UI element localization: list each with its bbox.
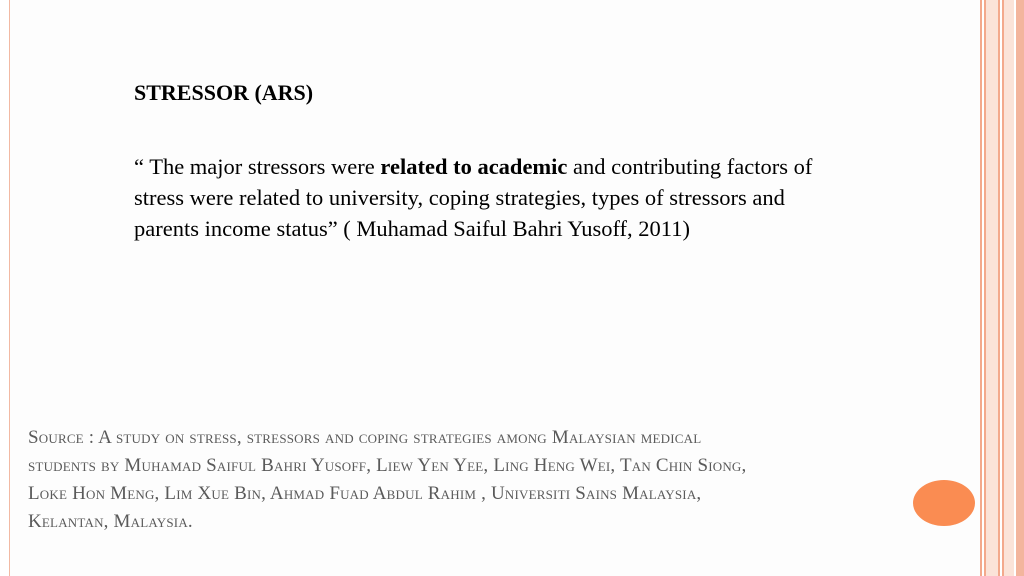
quote-paragraph [134, 151, 824, 244]
decorative-circle [913, 480, 975, 526]
slide-title: STRESSOR (ARS) [134, 80, 314, 105]
right-decorative-border [980, 0, 1024, 576]
border-stripe [984, 0, 1000, 576]
source-citation: Source : A study on stress, stressors and coping strategies among Malaysian medical students by Muhamad Saiful Bahri Yusoff, Liew Yen Yee, Ling Heng Wei, Tan Chin Siong, Loke Hon Meng, Lim Xue Bin, Ahmad Fuad Abdul Rahim , Universiti Sains Malaysia, Kelantan, Malaysia. [28, 427, 747, 532]
border-stripe [980, 0, 982, 576]
quote-text: “ The major stressors were [134, 154, 381, 179]
quote-text: and contributing factors of stress were related to university, coping strategies, types of stressors and parents income status” ( Muhamad Saiful Bahri Yusoff, 2011) [134, 154, 813, 241]
border-stripe [1016, 0, 1024, 576]
quote-emphasis: related to academic [380, 154, 568, 179]
border-stripe [1002, 0, 1014, 576]
